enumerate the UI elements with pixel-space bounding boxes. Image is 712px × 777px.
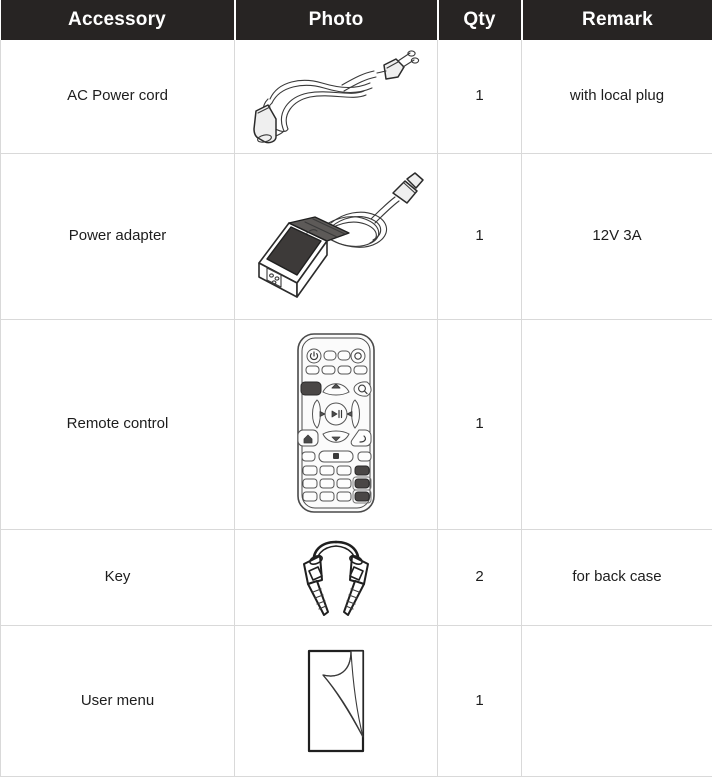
qty-value: 1 <box>475 691 484 709</box>
cell-qty <box>438 154 522 320</box>
keys-icon <box>284 536 388 620</box>
cell-qty <box>438 529 522 625</box>
table-header-row <box>1 0 712 40</box>
qty-value: 1 <box>475 87 484 105</box>
remark-value: 12V 3A <box>592 227 642 245</box>
cell-remark <box>522 154 712 320</box>
cell-accessory <box>1 154 235 320</box>
table-body <box>1 40 712 777</box>
table-header <box>1 0 712 40</box>
cell-remark <box>522 626 712 777</box>
remote-control-icon <box>290 330 382 518</box>
table-row <box>1 626 712 777</box>
table-row <box>1 319 712 529</box>
table-row <box>1 529 712 625</box>
table-row <box>1 40 712 154</box>
accessory-name: User menu <box>80 691 155 709</box>
remark-value: with local plug <box>569 87 665 105</box>
cell-qty <box>438 40 522 154</box>
column-header-photo: Photo <box>235 0 438 40</box>
cell-accessory <box>1 626 235 777</box>
accessory-name: AC Power cord <box>67 87 168 105</box>
cell-qty <box>438 626 522 777</box>
qty-value: 1 <box>475 227 484 245</box>
cell-photo <box>235 529 438 625</box>
cell-photo <box>235 626 438 777</box>
ac-power-cord-icon <box>246 49 426 145</box>
accessory-name: Power adapter <box>68 227 167 245</box>
cell-photo <box>235 154 438 320</box>
cell-remark <box>522 40 712 154</box>
column-header-remark: Remark <box>522 0 712 40</box>
cell-accessory <box>1 319 235 529</box>
power-adapter-icon <box>245 167 427 305</box>
cell-photo <box>235 319 438 529</box>
column-header-accessory: Accessory <box>1 0 235 40</box>
cell-remark <box>522 529 712 625</box>
cell-accessory <box>1 529 235 625</box>
table-row <box>1 154 712 320</box>
cell-photo <box>235 40 438 154</box>
user-manual-icon <box>291 645 381 757</box>
remark-value: for back case <box>572 568 662 586</box>
qty-value: 1 <box>475 414 484 432</box>
cell-qty <box>438 319 522 529</box>
cell-remark <box>522 319 712 529</box>
column-header-qty: Qty <box>438 0 522 40</box>
qty-value: 2 <box>475 568 484 586</box>
accessory-name: Key <box>104 568 131 586</box>
cell-accessory <box>1 40 235 154</box>
accessory-name: Remote control <box>66 414 169 432</box>
